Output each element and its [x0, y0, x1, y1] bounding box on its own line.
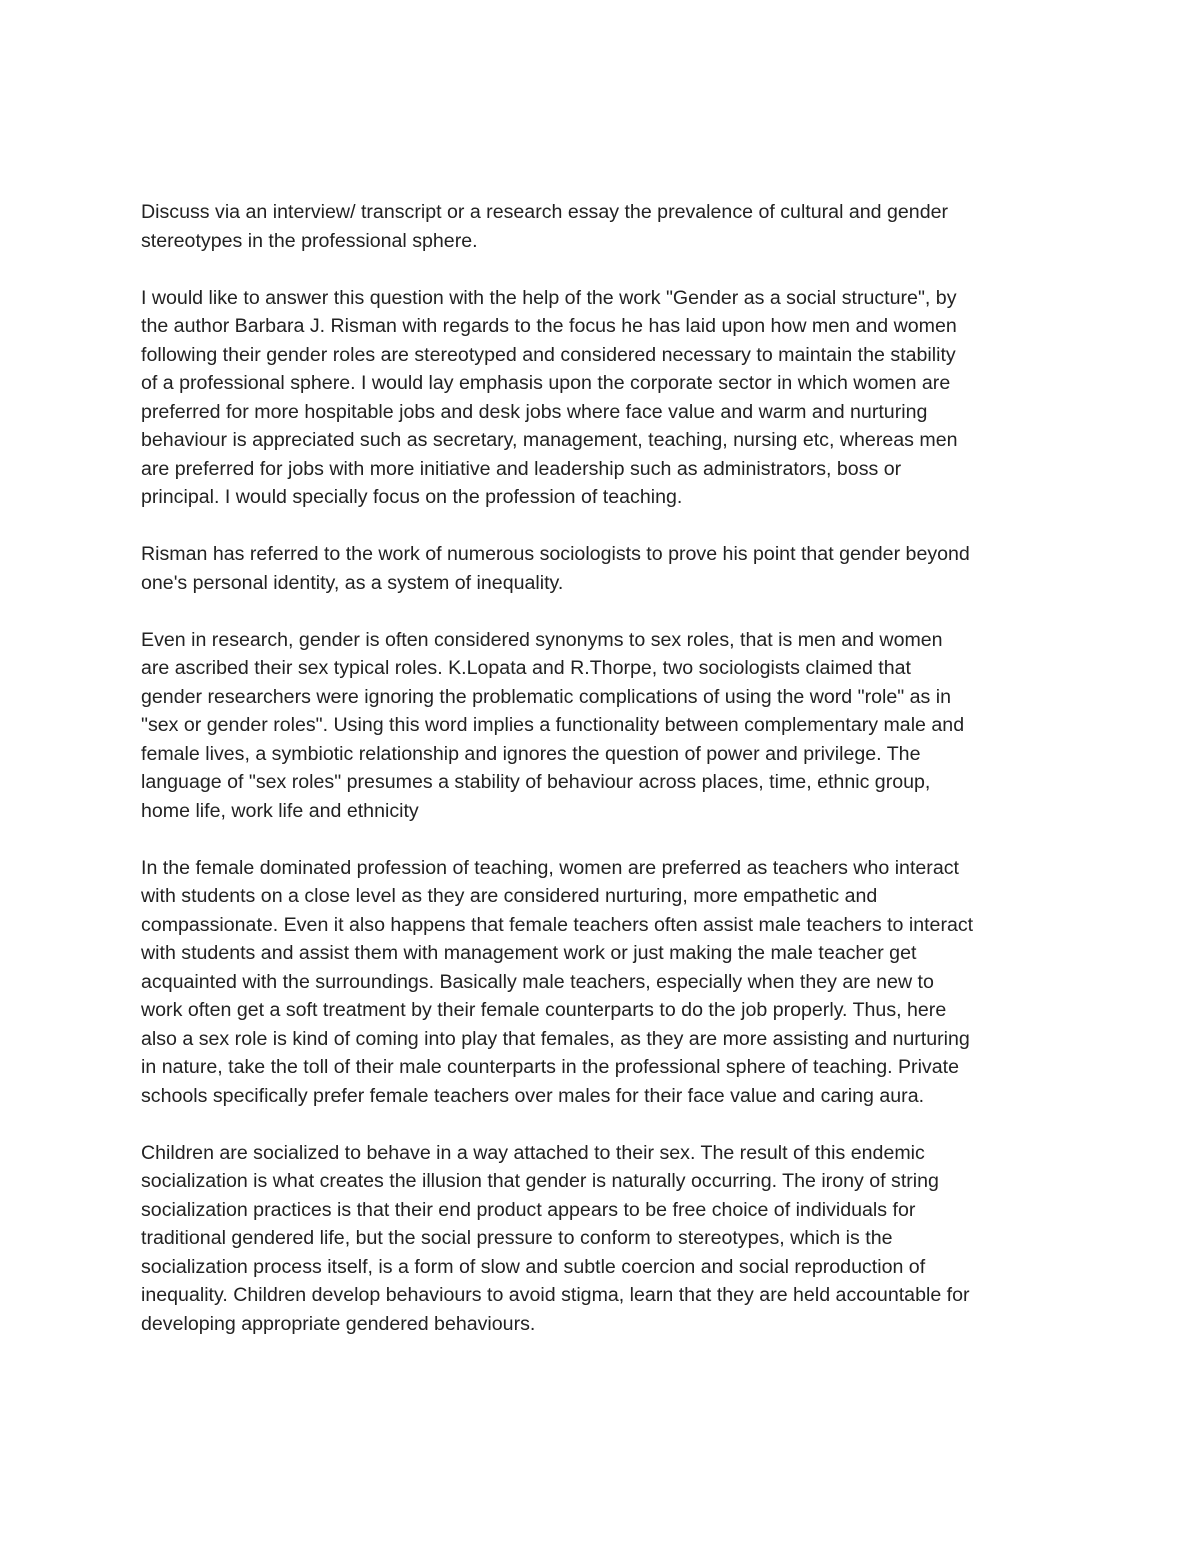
text-line: home life, work life and ethnicity [141, 799, 419, 822]
text-line: Risman has referred to the work of numerous sociologists to prove his point that gender beyond [141, 543, 970, 565]
document-body [141, 198, 1061, 1338]
text-line: also a sex role is kind of coming into play that females, as they are more assisting and nurturing [141, 1027, 970, 1050]
text-line: acquainted with the surroundings. Basically male teachers, especially when they are new to [141, 970, 934, 993]
text-line: gender researchers were ignoring the problematic complications of using the word "role" as in [141, 685, 952, 708]
text-line: principal. I would specially focus on the profession of teaching. [141, 486, 683, 508]
paragraph [141, 540, 1061, 597]
text-line: Even in research, gender is often considered synonyms to sex roles, that is men and women [141, 628, 943, 651]
paragraph [141, 1139, 1061, 1339]
text-line: work often get a soft treatment by their female counterparts to do the job properly. Thus, here [141, 999, 947, 1021]
text-line: with students on a close level as they are considered nurturing, more empathetic and [141, 885, 878, 907]
text-line: Discuss via an interview/ transcript or a research essay the prevalence of cultural and gender [141, 201, 949, 223]
paragraph [141, 284, 1061, 512]
text-line: stereotypes in the professional sphere. [141, 229, 478, 252]
text-line: female lives, a symbiotic relationship and ignores the question of power and privilege. The [141, 742, 921, 765]
text-line: I would like to answer this question with the help of the work "Gender as a social structure", by [141, 286, 957, 309]
text-line: of a professional sphere. I would lay emphasis upon the corporate sector in which women are [141, 372, 951, 394]
paragraph [141, 198, 1061, 255]
text-line: preferred for more hospitable jobs and desk jobs where face value and warm and nurturing [141, 400, 928, 423]
text-line: socialization process itself, is a form of slow and subtle coercion and social reproduction of [141, 1255, 926, 1278]
text-line: language of "sex roles" presumes a stability of behaviour across places, time, ethnic group, [141, 771, 931, 793]
text-line: inequality. Children develop behaviours to avoid stigma, learn that they are held accountable for [141, 1284, 970, 1306]
text-line: the author Barbara J. Risman with regards to the focus he has laid upon how men and women [141, 315, 957, 337]
text-line: are preferred for jobs with more initiative and leadership such as administrators, boss or [141, 457, 902, 480]
text-line: compassionate. Even it also happens that female teachers often assist male teachers to interact [141, 913, 974, 936]
text-line: in nature, take the toll of their male counterparts in the professional sphere of teaching. Private [141, 1056, 959, 1078]
text-line: following their gender roles are stereotyped and considered necessary to maintain the stability [141, 343, 956, 366]
text-line: behaviour is appreciated such as secretary, management, teaching, nursing etc, whereas men [141, 429, 958, 451]
text-line: socialization practices is that their end product appears to be free choice of individuals for [141, 1198, 916, 1221]
text-line: Children are socialized to behave in a way attached to their sex. The result of this endemic [141, 1141, 925, 1164]
text-line: In the female dominated profession of teaching, women are preferred as teachers who interact [141, 856, 959, 879]
text-line: one's personal identity, as a system of inequality. [141, 571, 564, 594]
text-line: are ascribed their sex typical roles. K.Lopata and R.Thorpe, two sociologists claimed that [141, 657, 911, 679]
paragraph [141, 626, 1061, 826]
text-line: socialization is what creates the illusion that gender is naturally occurring. The irony of string [141, 1170, 939, 1192]
text-line: schools specifically prefer female teachers over males for their face value and caring aura. [141, 1084, 925, 1107]
text-line: "sex or gender roles". Using this word implies a functionality between complementary male and [141, 714, 965, 736]
text-line: developing appropriate gendered behaviours. [141, 1312, 536, 1335]
text-line: with students and assist them with management work or just making the male teacher get [141, 942, 917, 964]
text-line: traditional gendered life, but the social pressure to conform to stereotypes, which is the [141, 1227, 893, 1249]
paragraph [141, 854, 1061, 1111]
